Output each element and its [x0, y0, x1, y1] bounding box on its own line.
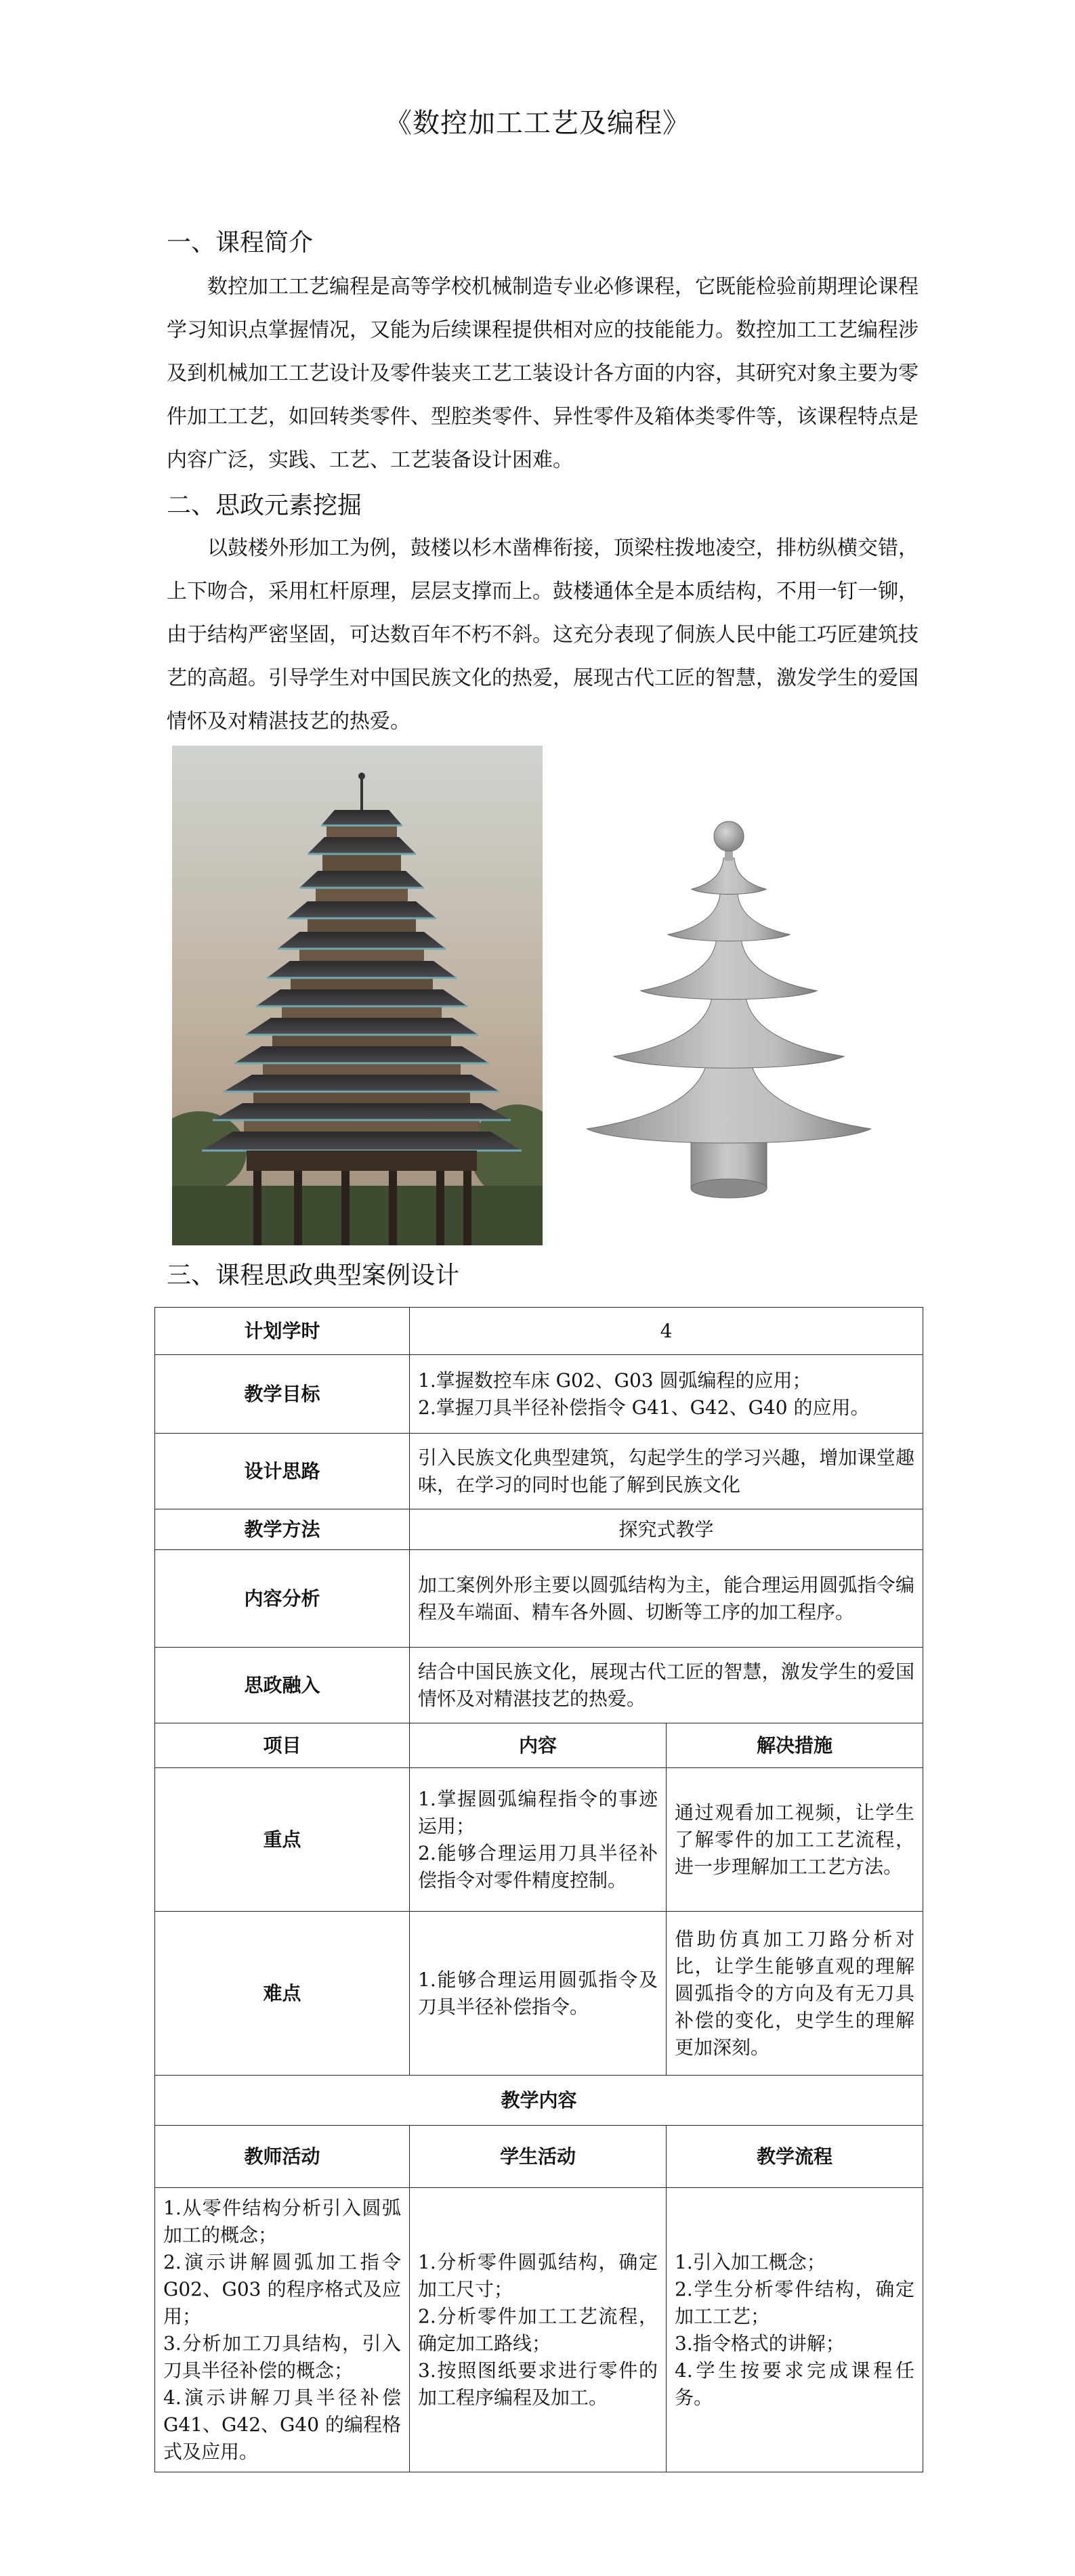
col-header-teacher: 教师活动 — [155, 2126, 410, 2188]
row-value: 结合中国民族文化，展现古代工匠的智慧，激发学生的爱国情怀及对精湛技艺的热爱。 — [410, 1648, 923, 1723]
drum-tower-photo — [172, 746, 543, 1245]
row-label: 计划学时 — [155, 1308, 410, 1355]
col-header-flow: 教学流程 — [667, 2126, 923, 2188]
document-title: 《数控加工工艺及编程》 — [385, 108, 690, 139]
table-row — [155, 1768, 923, 1912]
table-subheader-row — [155, 1723, 923, 1768]
table-row — [155, 1648, 923, 1723]
student-activities: 1.分析零件圆弧结构，确定加工尺寸； 2.分析零件加工工艺流程，确定加工路线； 3.按照图纸要求进行零件的加工程序编程及加工。 — [410, 2188, 667, 2472]
table-row — [155, 1355, 923, 1434]
row-value: 引入民族文化典型建筑，勾起学生的学习兴趣，增加课堂趣味，在学习的同时也能了解到民族文化 — [410, 1434, 923, 1509]
table-row — [155, 1308, 923, 1355]
key-point-content: 1.掌握圆弧编程指令的事迹运用； 2.能够合理运用刀具半径补偿指令对零件精度控制。 — [410, 1768, 667, 1912]
table-row — [155, 2188, 923, 2472]
drum-tower-3d-model — [587, 809, 871, 1216]
row-value: 1.掌握数控车床 G02、G03 圆弧编程的应用； 2.掌握刀具半径补偿指令 G41、G42、G40 的应用。 — [410, 1355, 923, 1434]
table-row — [155, 1550, 923, 1648]
row-value: 加工案例外形主要以圆弧结构为主，能合理运用圆弧指令编程及车端面、精车各外圆、切断等工序的加工程序。 — [410, 1550, 923, 1648]
row-label: 思政融入 — [155, 1648, 410, 1723]
difficulty-measure: 借助仿真加工刀路分析对比，让学生能够直观的理解圆弧指令的方向及有无刀具补偿的变化，史学生的理解更加深刻。 — [667, 1912, 923, 2076]
row-label: 设计思路 — [155, 1434, 410, 1509]
table-row — [155, 1434, 923, 1509]
case-design-table — [154, 1307, 923, 2472]
row-label: 内容分析 — [155, 1550, 410, 1648]
table-subheader-row — [155, 2126, 923, 2188]
section-heading-case-design: 三、课程思政典型案例设计 — [167, 1262, 460, 1289]
section-body-ideology: 以鼓楼外形加工为例，鼓楼以杉木凿榫衔接，顶梁柱拨地凌空，排枋纵横交错，上下吻合，采用杠杆原理，层层支撑而上。鼓楼通体全是本质结构，不用一钉一铆，由于结构严密坚固，可达数百年不朽不斜。这充分表现了侗族人民中能工巧匠建筑技艺的高超。引导学生对中国民族文化的热爱，展现古代工匠的智慧，激发学生的爱国情怀及对精湛技艺的热爱。 — [167, 536, 919, 733]
teaching-flow: 1.引入加工概念； 2.学生分析零件结构，确定加工工艺； 3.指令格式的讲解； 4.学生按要求完成课程任务。 — [667, 2188, 923, 2472]
key-point-measure: 通过观看加工视频，让学生了解零件的加工工艺流程，进一步理解加工工艺方法。 — [667, 1768, 923, 1912]
section-heading-intro: 一、课程简介 — [167, 229, 314, 257]
col-header-item: 项目 — [155, 1723, 410, 1768]
difficulty-label: 难点 — [155, 1912, 410, 2076]
teacher-activities: 1.从零件结构分析引入圆弧加工的概念； 2.演示讲解圆弧加工指令 G02、G03 的程序格式及应用； 3.分析加工刀具结构，引入刀具半径补偿的概念； 4.演示讲解刀具半径补偿 G41、G42、G40 的编程格式及应用。 — [155, 2188, 410, 2472]
col-header-student: 学生活动 — [410, 2126, 667, 2188]
row-value: 探究式教学 — [410, 1509, 923, 1550]
teaching-content-header: 教学内容 — [155, 2076, 923, 2126]
section-heading-ideology: 二、思政元素挖掘 — [167, 492, 362, 519]
table-section-row — [155, 2076, 923, 2126]
table-row — [155, 1912, 923, 2076]
col-header-measure: 解决措施 — [667, 1723, 923, 1768]
difficulty-content: 1.能够合理运用圆弧指令及刀具半径补偿指令。 — [410, 1912, 667, 2076]
row-label: 教学方法 — [155, 1509, 410, 1550]
row-value: 4 — [410, 1308, 923, 1355]
col-header-content: 内容 — [410, 1723, 667, 1768]
key-point-label: 重点 — [155, 1768, 410, 1912]
table-row — [155, 1509, 923, 1550]
row-label: 教学目标 — [155, 1355, 410, 1434]
section-body-intro: 数控加工工艺编程是高等学校机械制造专业必修课程，它既能检验前期理论课程学习知识点掌握情况，又能为后续课程提供相对应的技能能力。数控加工工艺编程涉及到机械加工工艺设计及零件装夹工艺工装设计各方面的内容，其研究对象主要为零件加工工艺，如回转类零件、型腔类零件、异性零件及箱体类零件等，该课程特点是内容广泛，实践、工艺、工艺装备设计困难。 — [167, 275, 919, 472]
